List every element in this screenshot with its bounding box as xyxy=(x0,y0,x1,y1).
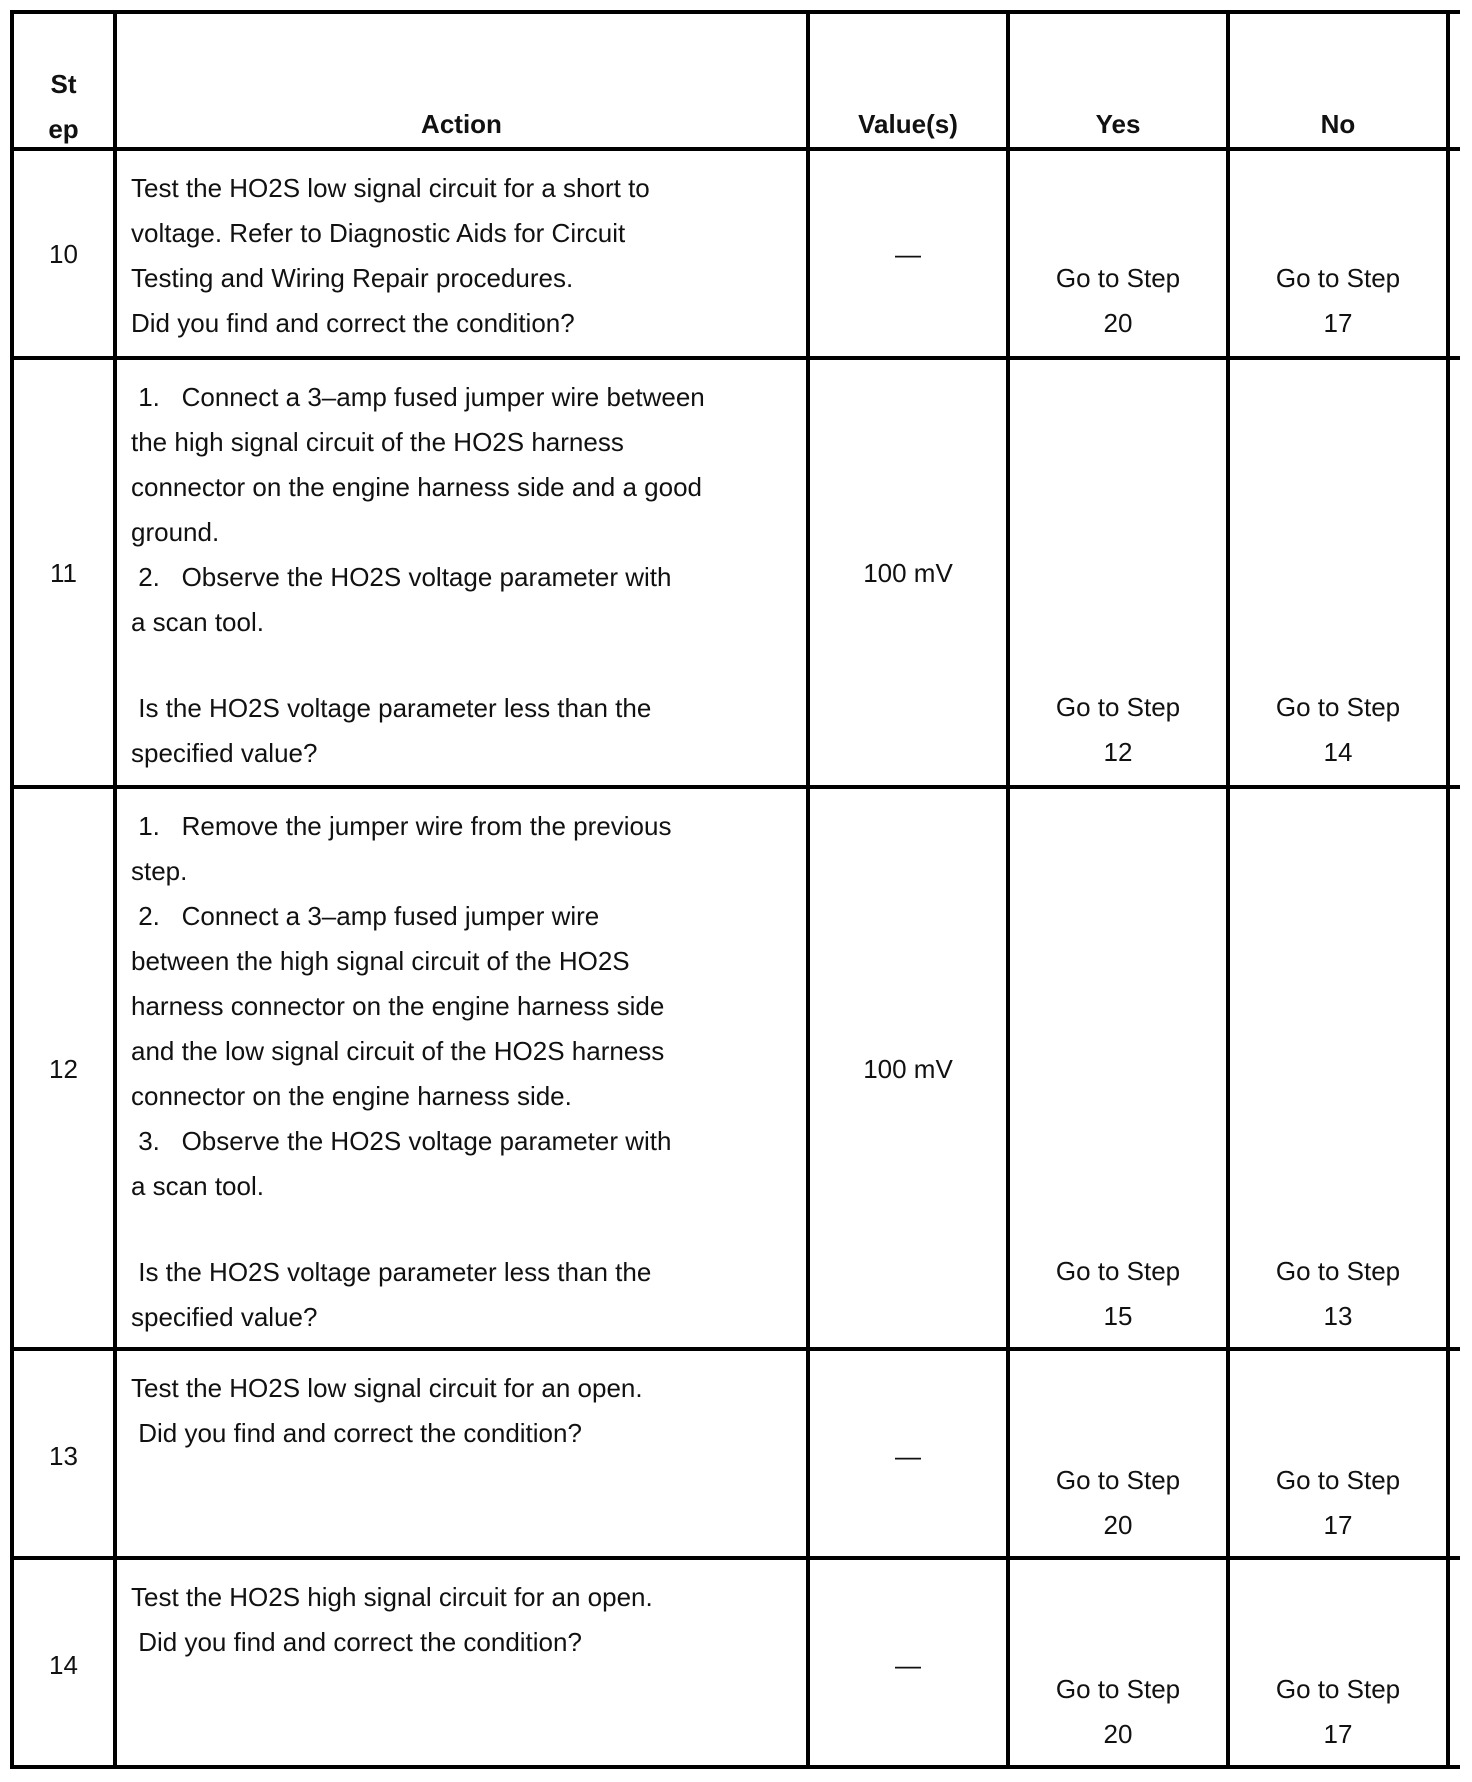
action-line: connector on the engine harness side. xyxy=(131,1081,572,1111)
goto-step: 20 xyxy=(1103,1510,1133,1540)
yes-goto xyxy=(1010,1458,1226,1548)
header-step xyxy=(14,62,113,152)
action-line: Did you find and correct the condition? xyxy=(131,1627,582,1657)
action-line: between the high signal circuit of the HO2S xyxy=(131,946,630,976)
action-line: step. xyxy=(131,856,188,886)
row-divider xyxy=(10,356,1460,360)
goto-label: Go to Step xyxy=(1055,1465,1181,1495)
goto-step: 12 xyxy=(1103,737,1133,767)
action-line: 1. Connect a 3–amp fused jumper wire between xyxy=(131,382,705,412)
goto-label: Go to Step xyxy=(1275,263,1401,293)
action-line xyxy=(131,645,801,686)
action-text xyxy=(131,1366,801,1456)
action-line: 2. Observe the HO2S voltage parameter with xyxy=(131,562,672,592)
header-action: Action xyxy=(421,109,502,139)
action-line: specified value? xyxy=(131,1302,318,1332)
action-line: Test the HO2S low signal circuit for an open. xyxy=(131,1373,643,1403)
goto-step: 17 xyxy=(1323,1510,1353,1540)
goto-label: Go to Step xyxy=(1275,1465,1401,1495)
row-divider xyxy=(10,1556,1460,1560)
goto-label: Go to Step xyxy=(1275,692,1401,722)
action-line: specified value? xyxy=(131,738,318,768)
action-line: Test the HO2S high signal circuit for an open. xyxy=(131,1582,653,1612)
action-line: 3. Observe the HO2S voltage parameter with xyxy=(131,1126,672,1156)
action-line: 1. Remove the jumper wire from the previous xyxy=(131,811,672,841)
step-number: 13 xyxy=(49,1441,78,1471)
step-number: 10 xyxy=(49,239,78,269)
table-border-bottom xyxy=(10,1765,1460,1769)
yes-goto xyxy=(1010,1249,1226,1339)
header-yes: Yes xyxy=(1095,109,1141,139)
header-step-line: ep xyxy=(48,114,79,144)
goto-step: 20 xyxy=(1103,308,1133,338)
yes-goto xyxy=(1010,256,1226,346)
goto-step: 15 xyxy=(1103,1301,1133,1331)
value-text: — xyxy=(895,1650,921,1680)
goto-label: Go to Step xyxy=(1055,1674,1181,1704)
row-divider xyxy=(10,785,1460,789)
row-divider xyxy=(10,147,1460,151)
goto-step: 17 xyxy=(1323,1719,1353,1749)
value-text: — xyxy=(895,1441,921,1471)
goto-label: Go to Step xyxy=(1275,1256,1401,1286)
header-no: No xyxy=(1320,109,1356,139)
action-line: a scan tool. xyxy=(131,1171,264,1201)
action-line: voltage. Refer to Diagnostic Aids for Circuit xyxy=(131,218,626,248)
goto-label: Go to Step xyxy=(1275,1674,1401,1704)
no-goto xyxy=(1230,685,1446,775)
action-line: connector on the engine harness side and a good xyxy=(131,472,702,502)
action-text xyxy=(131,1575,801,1665)
goto-label: Go to Step xyxy=(1055,1256,1181,1286)
no-goto xyxy=(1230,256,1446,346)
no-goto xyxy=(1230,1249,1446,1339)
no-goto xyxy=(1230,1667,1446,1757)
action-line: and the low signal circuit of the HO2S harness xyxy=(131,1036,665,1066)
yes-goto xyxy=(1010,685,1226,775)
goto-step: 17 xyxy=(1323,308,1353,338)
action-line: harness connector on the engine harness side xyxy=(131,991,665,1021)
action-line: ground. xyxy=(131,517,220,547)
action-line: Did you find and correct the condition? xyxy=(131,1418,582,1448)
step-number: 11 xyxy=(50,558,77,588)
yes-goto xyxy=(1010,1667,1226,1757)
action-line: Is the HO2S voltage parameter less than the xyxy=(131,693,652,723)
action-line: Test the HO2S low signal circuit for a short to xyxy=(131,173,650,203)
goto-step: 20 xyxy=(1103,1719,1133,1749)
action-line: a scan tool. xyxy=(131,607,264,637)
action-text xyxy=(131,375,801,776)
table-border-top xyxy=(10,10,1460,14)
goto-step: 14 xyxy=(1323,737,1353,767)
header-step-line: St xyxy=(50,69,77,99)
goto-label: Go to Step xyxy=(1055,263,1181,293)
action-line: Did you find and correct the condition? xyxy=(131,308,575,338)
action-text xyxy=(131,804,801,1340)
no-goto xyxy=(1230,1458,1446,1548)
value-text: 100 mV xyxy=(863,558,953,588)
row-divider xyxy=(10,1347,1460,1351)
table-border-right xyxy=(1446,10,1450,1769)
goto-step: 13 xyxy=(1323,1301,1353,1331)
header-values: Value(s) xyxy=(858,109,958,139)
value-text: — xyxy=(895,239,921,269)
action-line: Is the HO2S voltage parameter less than the xyxy=(131,1257,652,1287)
goto-label: Go to Step xyxy=(1055,692,1181,722)
action-line: the high signal circuit of the HO2S harness xyxy=(131,427,624,457)
action-line xyxy=(131,1209,801,1250)
action-line: 2. Connect a 3–amp fused jumper wire xyxy=(131,901,600,931)
step-number: 12 xyxy=(49,1054,78,1084)
column-divider xyxy=(113,10,117,1769)
value-text: 100 mV xyxy=(863,1054,953,1084)
action-text xyxy=(131,166,801,346)
step-number: 14 xyxy=(49,1650,78,1680)
action-line: Testing and Wiring Repair procedures. xyxy=(131,263,574,293)
